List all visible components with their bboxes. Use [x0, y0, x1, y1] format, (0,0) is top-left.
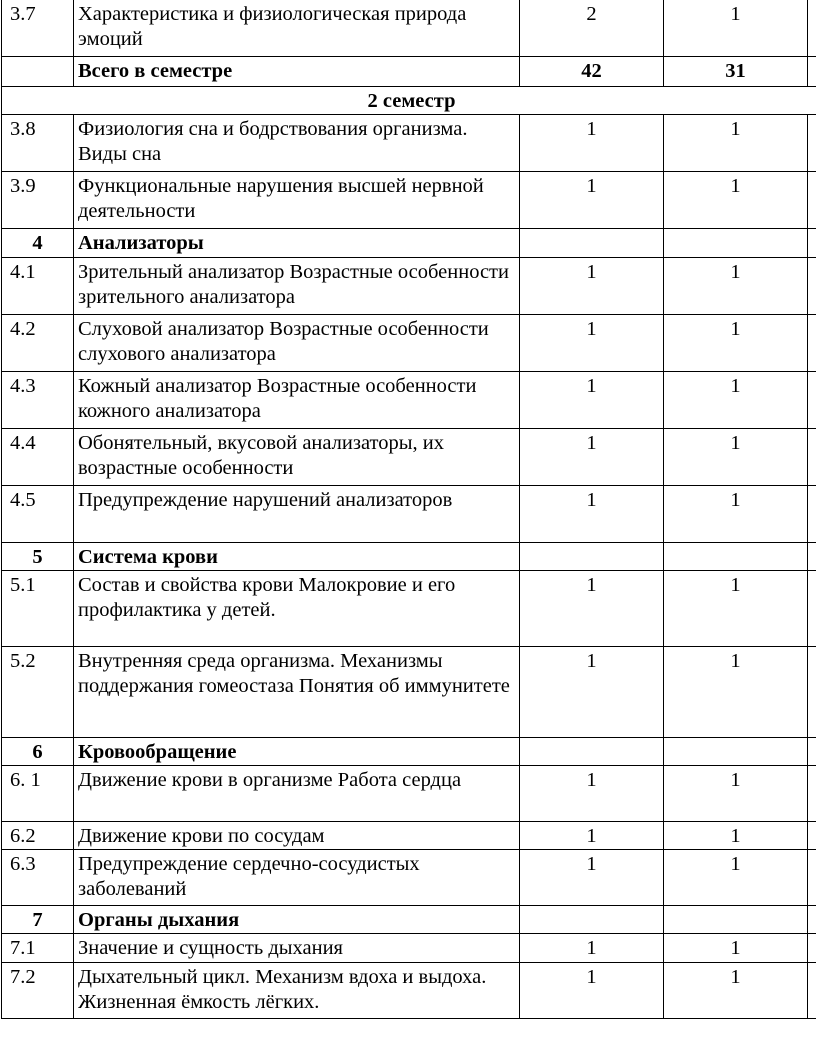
row-number: [2, 56, 74, 86]
row-title: Внутренняя среда организма. Механизмы поддержания гомеостаза Понятия об иммунитете: [74, 646, 520, 737]
semester-row: [2, 86, 816, 114]
table-row: [2, 821, 816, 849]
row-hours-total: 1: [520, 849, 664, 905]
row-hours-class: 1: [664, 171, 808, 228]
row-hours-class: [664, 542, 808, 570]
row-title: Зрительный анализатор Возрастные особенности зрительного анализатора: [74, 257, 520, 314]
table-row: [2, 570, 816, 646]
row-extra-cell: [808, 257, 816, 314]
row-hours-total: [520, 737, 664, 765]
row-title: Дыхательный цикл. Механизм вдоха и выдоха. Жизненная ёмкость лёгких.: [74, 962, 520, 1018]
row-extra-cell: [808, 849, 816, 905]
row-number: 4.3: [2, 371, 74, 428]
row-hours-class: 1: [664, 428, 808, 485]
row-hours-class: 1: [664, 570, 808, 646]
row-hours-class: 1: [664, 114, 808, 171]
row-number: 4.5: [2, 485, 74, 542]
row-title: Функциональные нарушения высшей нервной деятельности: [74, 171, 520, 228]
curriculum-table-body: [2, 0, 816, 1018]
row-extra-cell: [808, 737, 816, 765]
row-hours-class: 31: [664, 56, 808, 86]
table-row: [2, 428, 816, 485]
row-title: Кожный анализатор Возрастные особенности кожного анализатора: [74, 371, 520, 428]
row-title: Физиология сна и бодрствования организма. Виды сна: [74, 114, 520, 171]
row-number: 6.2: [2, 821, 74, 849]
row-hours-total: 1: [520, 428, 664, 485]
row-hours-total: 1: [520, 570, 664, 646]
row-number: 7.1: [2, 933, 74, 962]
row-number: 5: [2, 542, 74, 570]
semester-title: 2 семестр: [2, 86, 816, 114]
row-extra-cell: [808, 905, 816, 933]
table-row: [2, 765, 816, 821]
table-row: [2, 114, 816, 171]
row-hours-total: 1: [520, 646, 664, 737]
row-hours-class: 1: [664, 765, 808, 821]
row-hours-total: [520, 228, 664, 257]
row-title: Анализаторы: [74, 228, 520, 257]
row-hours-class: 1: [664, 646, 808, 737]
table-row: [2, 371, 816, 428]
table-row: [2, 171, 816, 228]
row-hours-class: [664, 228, 808, 257]
table-row: [2, 646, 816, 737]
table-row: [2, 933, 816, 962]
row-hours-total: [520, 542, 664, 570]
row-extra-cell: [808, 962, 816, 1018]
row-number: 7.2: [2, 962, 74, 1018]
row-extra-cell: [808, 570, 816, 646]
row-extra-cell: [808, 646, 816, 737]
row-extra-cell: [808, 371, 816, 428]
row-extra-cell: [808, 933, 816, 962]
table-row: [2, 257, 816, 314]
section-row: [2, 228, 816, 257]
total-row: [2, 56, 816, 86]
row-number: 3.8: [2, 114, 74, 171]
row-extra-cell: [808, 314, 816, 371]
row-extra-cell: [808, 542, 816, 570]
row-title: Состав и свойства крови Малокровие и его профилактика у детей.: [74, 570, 520, 646]
row-extra-cell: [808, 228, 816, 257]
row-number: 6. 1: [2, 765, 74, 821]
row-hours-class: 1: [664, 0, 808, 56]
row-extra-cell: [808, 171, 816, 228]
section-row: [2, 737, 816, 765]
row-number: 5.1: [2, 570, 74, 646]
row-number: 6: [2, 737, 74, 765]
row-hours-class: 1: [664, 371, 808, 428]
row-hours-class: 1: [664, 933, 808, 962]
row-title: Характеристика и физиологическая природа эмоций: [74, 0, 520, 56]
row-title: Предупреждение нарушений анализаторов: [74, 485, 520, 542]
row-title: Движение крови в организме Работа сердца: [74, 765, 520, 821]
row-title: Всего в семестре: [74, 56, 520, 86]
row-hours-total: 1: [520, 371, 664, 428]
row-extra-cell: [808, 821, 816, 849]
row-hours-total: 1: [520, 314, 664, 371]
row-hours-total: 1: [520, 765, 664, 821]
row-number: 5.2: [2, 646, 74, 737]
row-hours-total: 42: [520, 56, 664, 86]
section-row: [2, 542, 816, 570]
row-hours-total: 1: [520, 933, 664, 962]
curriculum-table: [1, 0, 816, 1019]
row-hours-class: 1: [664, 962, 808, 1018]
row-number: 4.4: [2, 428, 74, 485]
table-row: [2, 0, 816, 56]
row-hours-class: 1: [664, 257, 808, 314]
row-hours-total: 1: [520, 821, 664, 849]
row-hours-total: [520, 905, 664, 933]
table-row: [2, 962, 816, 1018]
row-number: 3.9: [2, 171, 74, 228]
row-extra-cell: [808, 428, 816, 485]
row-number: 4: [2, 228, 74, 257]
row-title: Органы дыхания: [74, 905, 520, 933]
table-row: [2, 485, 816, 542]
row-title: Кровообращение: [74, 737, 520, 765]
row-extra-cell: [808, 0, 816, 56]
row-hours-class: 1: [664, 849, 808, 905]
row-hours-total: 1: [520, 171, 664, 228]
row-hours-class: 1: [664, 485, 808, 542]
section-row: [2, 905, 816, 933]
row-extra-cell: [808, 485, 816, 542]
row-hours-total: 1: [520, 114, 664, 171]
row-number: 4.2: [2, 314, 74, 371]
table-row: [2, 849, 816, 905]
row-extra-cell: [808, 114, 816, 171]
row-title: Движение крови по сосудам: [74, 821, 520, 849]
row-hours-total: 1: [520, 485, 664, 542]
row-number: 3.7: [2, 0, 74, 56]
row-extra-cell: [808, 765, 816, 821]
row-number: 6.3: [2, 849, 74, 905]
row-number: 4.1: [2, 257, 74, 314]
row-number: 7: [2, 905, 74, 933]
row-hours-total: 1: [520, 962, 664, 1018]
row-title: Слуховой анализатор Возрастные особенности слухового анализатора: [74, 314, 520, 371]
row-title: Значение и сущность дыхания: [74, 933, 520, 962]
row-hours-total: 1: [520, 257, 664, 314]
row-title: Обонятельный, вкусовой анализаторы, их возрастные особенности: [74, 428, 520, 485]
row-extra-cell: [808, 56, 816, 86]
table-row: [2, 314, 816, 371]
row-title: Предупреждение сердечно-сосудистых заболеваний: [74, 849, 520, 905]
row-hours-class: 1: [664, 314, 808, 371]
row-hours-class: 1: [664, 821, 808, 849]
row-hours-total: 2: [520, 0, 664, 56]
row-title: Система крови: [74, 542, 520, 570]
row-hours-class: [664, 905, 808, 933]
row-hours-class: [664, 737, 808, 765]
